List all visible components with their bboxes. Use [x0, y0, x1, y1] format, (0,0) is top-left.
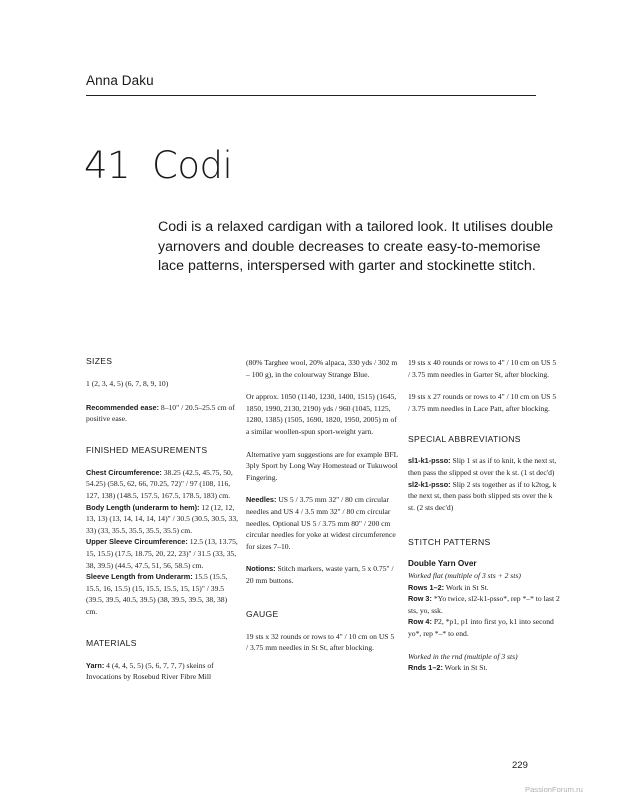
finished-value: 15.5 (15.5, 15.5, 16, 15.5) (15, 15.5, 15.5, 15, 15)" / 39.5 (39.5, 39.5, 40.5, 39.5) (38, 39.5, 39.5, 38, 38) cm.	[86, 572, 228, 616]
column-1	[86, 355, 238, 683]
rnd-value: Work in St St.	[442, 663, 488, 673]
yarn-text	[86, 660, 238, 683]
column-3	[408, 357, 560, 674]
finished-label: Body Length (underarm to hem):	[86, 502, 200, 512]
flat-note: Worked flat (multiple of 3 sts + 2 sts)	[408, 570, 521, 580]
intro-paragraph: Codi is a relaxed cardigan with a tailored look. It utilises double yarnovers and double decreases to create easy-to-memorise lace patterns, interspersed with garter and stockinette stitch.	[158, 219, 554, 274]
needles-value: US 5 / 3.75 mm 32" / 80 cm circular needles and US 4 / 3.5 mm 32" / 80 cm circular needles. Optional US 5 / 3.75 mm 80" / 200 cm circular needles for yoke at widest circumference for sizes 7–10.	[246, 495, 396, 551]
row-item	[408, 616, 560, 639]
abbreviation-value: Slip 1 st as if to knit, k the next st, then pass the slipped st over the k st. (1 st dec'd)	[408, 456, 557, 477]
abbreviation-label: sl2-k1-psso:	[408, 479, 451, 489]
row-value: *Yo twice, sl2-k1-psso*, rep *–* to last 2 sts, yo, ssk.	[408, 594, 560, 615]
ease-label: Recommended ease:	[86, 402, 159, 412]
abbreviation-value: Slip 2 sts together as if to k2tog, k the next st, then pass both slipped sts over the k st. (2 sts dec'd)	[408, 479, 557, 512]
notions-label: Notions:	[246, 564, 276, 574]
ease-value: 8–10" / 20.5–25.5 cm of positive ease.	[86, 402, 235, 424]
rnd-note: Worked in the rnd (multiple of 3 sts)	[408, 651, 518, 661]
gauge-heading: GAUGE	[246, 608, 279, 619]
row-label: Rows 1–2:	[408, 582, 445, 592]
finished-item	[86, 502, 238, 537]
stitch-subheading: Double Yarn Over	[408, 559, 477, 569]
finished-item	[86, 467, 238, 502]
row-item	[408, 582, 560, 594]
gauge-garter: 19 sts x 40 rounds or rows to 4" / 10 cm on US 5 / 3.75 mm needles in Garter St, after blocking.	[408, 358, 557, 379]
stitch-patterns-heading: STITCH PATTERNS	[408, 537, 491, 548]
rnd-item	[408, 662, 560, 674]
notions-text	[246, 563, 398, 586]
gauge-st: 19 sts x 32 rounds or rows to 4" / 10 cm on US 5 / 3.75 mm needles in St St, after blocking.	[246, 631, 395, 653]
finished-value: 12.5 (13, 13.75, 15, 15.5) (17.5, 18.75, 20, 22, 23)" / 31.5 (33, 35, 38, 39.5) (44.5, 47.5, 51, 56, 58.5) cm.	[86, 537, 238, 570]
yarn-continued: (80% Targhee wool, 20% alpaca, 330 yds / 302 m – 100 g), in the colourway Strange Blue.	[246, 358, 398, 379]
pattern-name: Codi	[152, 144, 233, 187]
finished-item	[86, 571, 238, 617]
row-label: Row 3:	[408, 594, 432, 604]
finished-value: 12 (12, 12, 13, 13) (13, 14, 14, 14, 14)" / 30.5 (30.5, 30.5, 33, 33) (33, 35.5, 35.5, 35.5, 35.5) cm.	[86, 502, 239, 535]
needles-label: Needles:	[246, 495, 277, 505]
abbreviation-item	[408, 455, 560, 478]
row-value: Work in St St.	[444, 582, 489, 592]
sizes-heading: SIZES	[86, 356, 113, 366]
yarn-label: Yarn:	[86, 660, 105, 670]
abbreviation-label: sl1-k1-psso:	[408, 456, 451, 466]
finished-label: Sleeve Length from Underarm:	[86, 572, 193, 582]
ease-text	[86, 402, 238, 425]
materials-heading: MATERIALS	[86, 637, 137, 648]
yarn-value: 4 (4, 4, 5, 5) (5, 6, 7, 7, 7) skeins of Invocations by Rosebud River Fibre Mill	[86, 660, 214, 682]
approx-text: Or approx. 1050 (1140, 1230, 1400, 1515) (1645, 1850, 1990, 2130, 2190) yds / 960 (1045, 1125, 1280, 1385) (1505, 1690, 1820, 1950, 2005) m of a similar woollen-spun sport-weight yarn.	[246, 392, 397, 436]
pattern-title	[84, 144, 233, 187]
sizes-list: 1 (2, 3, 4, 5) (6, 7, 8, 9, 10)	[86, 379, 169, 388]
gauge-lace: 19 sts x 27 rounds or rows to 4" / 10 cm on US 5 / 3.75 mm needles in Lace Patt, after blocking.	[408, 392, 557, 413]
rnd-label: Rnds 1–2:	[408, 663, 443, 673]
column-2	[246, 357, 398, 654]
alternative-text: Alternative yarn suggestions are for example BFL 3ply Sport by Long Way Homestead or Tukuwool Fingering.	[246, 449, 398, 482]
pattern-number: 41	[84, 144, 131, 187]
designer-name: Anna Daku	[86, 73, 154, 88]
finished-label: Chest Circumference:	[86, 467, 162, 477]
row-item	[408, 593, 560, 616]
abbreviations-heading: SPECIAL ABBREVIATIONS	[408, 434, 521, 445]
watermark: PassionForum.ru	[525, 785, 583, 794]
notions-value: Stitch markers, waste yarn, 5 x 0.75" / 20 mm buttons.	[246, 564, 394, 585]
finished-label: Upper Sleeve Circumference:	[86, 537, 188, 547]
finished-heading: FINISHED MEASUREMENTS	[86, 444, 208, 455]
page-number: 229	[512, 760, 528, 771]
row-label: Row 4:	[408, 617, 432, 627]
header-rule	[86, 95, 536, 96]
abbreviation-item	[408, 479, 560, 514]
row-value: P2, *p1, p1 into first yo, k1 into second yo*, rep *–* to end.	[408, 617, 554, 638]
finished-value: 38.25 (42.5, 45.75, 50, 54.25) (58.5, 62, 66, 70.25, 72)" / 97 (108, 116, 127, 138) (148.5, 157.5, 167.5, 178.5, 183) cm.	[86, 467, 233, 500]
needles-text	[246, 494, 398, 552]
finished-item	[86, 536, 238, 571]
